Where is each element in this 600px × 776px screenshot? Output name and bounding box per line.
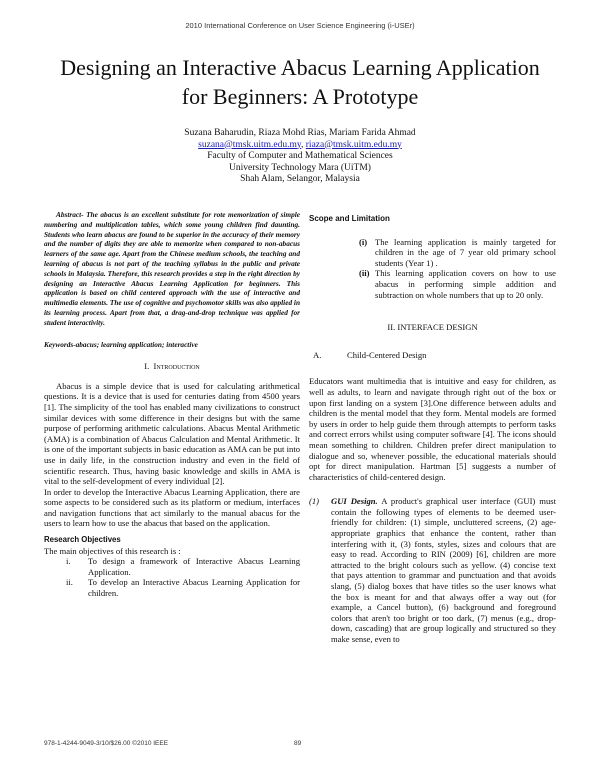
section-title: Introduction [153, 361, 200, 372]
email-separator: , [301, 139, 306, 150]
list-number: (ii) [359, 268, 370, 279]
email-link-2[interactable]: riaza@tmsk.uitm.edu.my [305, 139, 402, 150]
list-text: To design a framework of Interactive Abacus Learning Application. [88, 556, 300, 577]
item-number: (1) [309, 496, 320, 507]
abstract: Abstract- The abacus is an excellent substitute for rote memorization of simple numbering and multiplication tables, which some young children find daunting. Students who learn abacus are found to be superior in the accuracy of their memory and the number of digits they are able to memorize when compared to non-abacus learners of the same age. Apart from the Chinese medium schools, the teaching and learning of abacus is not part of the teaching syllabus in the public and private schools in Malaysia. Therefore, this research provides a step in the right direction by designing an Interactive Abacus Learning Application for beginners. This application is based on child centered approach with the use of interactive and multimedia elements. The use of cognitive and psychomotor skills was also applied in its learning process. Apart from that, a drag-and-drop technique was applied for student interactivity. [44, 210, 301, 327]
list-item [309, 268, 556, 300]
paper-title: Designing an Interactive Abacus Learning Application for Beginners: A Prototype [60, 55, 540, 109]
affiliation-location: Shah Alam, Selangor, Malaysia [240, 174, 360, 184]
list-item [309, 237, 556, 269]
page-number: 89 [294, 740, 302, 747]
scope-list [309, 237, 556, 301]
section-heading-introduction [44, 361, 300, 372]
list-item [44, 556, 300, 577]
list-text: This learning application covers on how to use abacus in performing simple addition and subtraction on whole numbers that up to 20 only. [375, 268, 556, 300]
affiliation-faculty: Faculty of Computer and Mathematical Sciences [207, 151, 393, 161]
scope-heading: Scope and Limitation [309, 214, 390, 223]
gui-design-text [331, 496, 556, 644]
list-number: i. [66, 556, 71, 567]
list-text: To develop an Interactive Abacus Learning Application for children. [88, 577, 300, 599]
gui-design-title: GUI Design. [331, 496, 378, 507]
list-text: The learning application is mainly targeted for children in the age of 7 year old primary school students (Year 1) . [375, 236, 556, 268]
list-number: (i) [359, 236, 368, 247]
gui-design-body: A product's graphical user interface (GUI) must contain the following types of elements to be deemed user-friendly for children: (1) simple, uncluttered screens, (2) age-appropriate graphics that enhance the content, rather than interfering with it, (3) fonts, styles, sizes and colours that are easy to read. According to RIN (2009) [6], children are more attracted to the bright colours such as yellow. (4) concise text that pays attention to grammar and punctuation and that avoids slang, (5) dialog boxes that have titles so the user knows what the box is meant for and that always offer a way out (for example, a Cancel button), (6) background and foreground colors that aren't too bright or too dark, (7) menus (e.g., drop-down, cascading) that are group logically and structured so they make sense, even to [331, 496, 556, 644]
right-column [309, 214, 556, 645]
email-link-1[interactable]: suzana@tmsk.uitm.edu.my [198, 139, 302, 150]
left-column [44, 210, 300, 599]
section-number: I. [144, 361, 150, 372]
interface-paragraph-1: Educators want multimedia that is intuitive and easy for children, as well as adults, to learn and navigate through right out of the box or upon first landing on a system [3].One difference between adults and children is the mental model that they form. Mental models are formed by users in order to help guide them through attempts to perform tasks and correct errors whilst using computer software [4]. The icons should mean something to children. Children prefer direct manipulation to dialogue and so, whenever possible, the educational materials should opt for direct manipulation. Hartman [5] suggests a number of characteristics of child-centered design. [309, 376, 556, 482]
objectives-lead: The main objectives of this research is : [44, 545, 181, 556]
footer-isbn: 978-1-4244-9049-3/10/$26.00 ©2010 IEEE [44, 740, 169, 747]
affiliation-university: University Technology Mara (UiTM) [229, 162, 371, 173]
subsection-label: A. [313, 349, 322, 360]
author-emails [100, 140, 500, 152]
author-names: Suzana Baharudin, Riaza Mohd Rias, Mariam Farida Ahmad [184, 128, 416, 138]
intro-paragraph-1: Abacus is a simple device that is used for calculating arithmetical questions. It is a device that is used for centuries dating from 4500 years [1]. The simplicity of the tool has enabled many civilizations to construct similar devices with some difference in their designs but with the same purpose of performing arithmetic calculations. Abacus Mental Arithmetic (AMA) is a combination of Abacus Calculation and Mental Arithmetic. It is one of the important subjects in basic education as AMA can be put into use in daily life, in the construction industry and even in the field of scientific research. Thus, having basic knowledge and skills in AMA is vital to the self-development of every individual [2]. [44, 380, 300, 487]
research-objectives-heading: Research Objectives [44, 535, 121, 545]
objectives-list [44, 556, 300, 598]
subsection-heading [309, 350, 556, 361]
subsection-title: Child-Centered Design [347, 349, 427, 360]
gui-design-item [309, 496, 556, 644]
author-block [100, 128, 500, 186]
list-number: ii. [66, 577, 73, 588]
section-heading-interface-design: II. INTERFACE DESIGN [387, 322, 478, 333]
keywords: Keywords-abacus; learning application; interactive [44, 339, 198, 349]
conference-header: 2010 International Conference on User Science Engineering (i-USEr) [185, 21, 415, 30]
list-item [44, 577, 300, 598]
intro-paragraph-2: In order to develop the Interactive Abacus Learning Application, there are some aspects to be considered such as its platform or medium, interfaces and navigation functions that act similarly to the manual abacus for the users to learn how to use the abacus that based on the application. [44, 486, 300, 529]
